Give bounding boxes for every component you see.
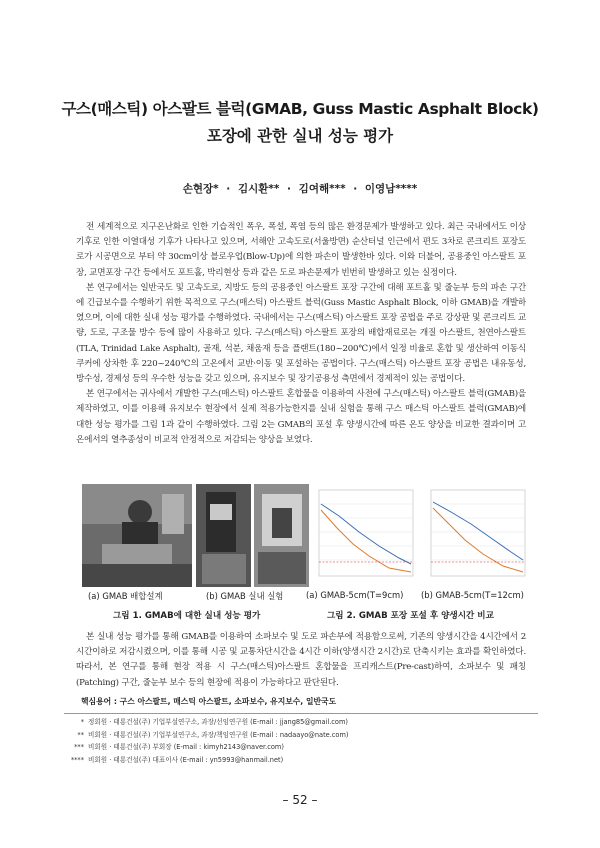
- footnote-item: [64, 716, 348, 729]
- footnote-text: 정회원 · 태룡건설(주) 기업부설연구소, 과장/선임연구원 (E-mail : jjang85@gmail.com): [88, 718, 348, 726]
- paragraph-1: 전 세계적으로 지구온난화로 인한 기습적인 폭우, 폭설, 폭염 등의 많은 환경문제가 발생하고 있다. 최근 국내에서도 이상기후로 인한 이열대성 기후가 나타나고 있으며, 서해안 고속도로(서울방면) 순산터널 인근에서 편도 3차로 콘크리트 포장도로가 시공면으로 부터 약 30cm이상 블로우업(Blow-Up)에 의한 파손이 발생한바 있다. 이와 더불어, 공용중인 아스팔트 포장, 교면포장 구간 등에서도 포트홀, 박리현상 등과 같은 도로 파손문제가 빈번히 발생하고 있는 실정이다.: [76, 222, 526, 278]
- footnote-divider: [64, 713, 538, 714]
- photo-lab-test-1-illustration: [196, 484, 251, 587]
- author-separator: ·: [353, 183, 358, 195]
- page-number: – 52 –: [282, 793, 318, 807]
- author-4: 이영남****: [364, 183, 418, 195]
- footnotes: [64, 716, 348, 766]
- graph-temp-12cm: [421, 484, 529, 587]
- photo-mix-design-illustration: [82, 484, 192, 587]
- closing-text: [76, 630, 526, 691]
- author-2: 김시환**: [237, 183, 280, 195]
- photo-lab-test-2: [254, 484, 310, 587]
- body-text: [76, 220, 526, 448]
- author-separator: ·: [226, 183, 231, 195]
- footnote-item: [64, 741, 348, 754]
- footnote-mark: *: [80, 718, 84, 726]
- figure-row: [76, 484, 526, 604]
- paragraph-4: 본 실내 성능 평가를 통해 GMAB를 이용하여 소파보수 및 도로 파손부에 적용함으로써, 기존의 양생시간을 4시간에서 2시간이하로 저감시켰으며, 이를 통해 시공 및 교통차단시간을 4시간 이하(양생시간 2시간)로 단축시키는 효과를 확인하였다. 따라서, 본 연구를 통해 현장 적용 시 구스(매스틱)아스팔트 혼합물을 프리캐스트(Pre-cast)하여, 소파보수 및 패칭(Patching) 구간, 줄눈부 보수 등의 현장에 적용이 가능하다고 판단된다.: [76, 632, 526, 688]
- paper-title-line1: 구스(매스틱) 아스팔트 블럭(GMAB, Guss Mastic Asphalt Block): [61, 100, 539, 118]
- photo-mix-design: [82, 484, 192, 587]
- graph-temp-9cm-plot: [309, 484, 417, 587]
- footnote-text: 비회원 · 태룡건설(주) 기업부설연구소, 과장/책임연구원 (E-mail : nadaayo@nate.com): [88, 730, 349, 739]
- footnote-item: [64, 729, 348, 742]
- footnote-mark: **: [77, 730, 84, 739]
- footnote-text: 비회원 · 태룡건설(주) 대표이사 (E-mail : yn5993@hanmail.net): [88, 755, 284, 764]
- footnote-mark: ****: [70, 755, 84, 764]
- paragraph-3: 본 연구에서는 귀사에서 개발한 구스(매스틱) 아스팔트 혼합물을 이용하여 사전에 구스(매스틱) 아스팔트 블럭(GMAB)을 제작하였고, 이를 이용해 유지보수 현장에서 실제 적용가능한지를 실내 실험을 통해 구스 매스틱 아스팔트 블럭(GMAB)에 대한 성능 평가를 그림 1과 같이 수행하였다. 그림 2는 GMAB의 포설 후 양생시간에 따른 온도 양상을 비교한 결과이며 고온에서의 열추종성이 비교적 안정적으로 저감되는 양상을 보였다.: [76, 389, 526, 445]
- footnote-item: [64, 754, 348, 767]
- author-1: 손현장*: [182, 183, 219, 195]
- author-3: 김여해***: [298, 183, 346, 195]
- figure-1b-caption: (b) GMAB 실내 실험: [206, 591, 284, 601]
- graph-temp-9cm: [309, 484, 417, 587]
- figure-2a-caption: (a) GMAB-5cm(T=9cm): [306, 590, 404, 600]
- footnote-mark: ***: [74, 743, 84, 752]
- graph-temp-12cm-plot: [421, 484, 529, 587]
- author-list: [0, 181, 600, 196]
- figure-2-caption: 그림 2. GMAB 포장 포설 후 양생시간 비교: [327, 611, 494, 621]
- paragraph-2: 본 연구에서는 일반국도 및 고속도로, 지방도 등의 공용중인 아스팔트 포장 구간에 대해 포트홀 및 줄눈부 등의 파손 구간에 긴급보수를 수행하기 위한 목적으로 구스(매스틱) 아스팔트 블럭(Guss Mastic Asphalt Block, 이하 GMAB)을 개발하였으며, 이에 대한 실내 성능 평가를 수행하였다. 국내에서는 구스(매스틱) 아스팔트 포장 공법을 주로 강상판 및 콘크리트 교량, 도로, 구조물 방수 등에 많이 사용하고 있다. 구스(매스틱) 아스팔트 포장의 배합재료로는 개질 아스팔트, 천연아스팔트(TLA, Trinidad Lake Asphalt), 골재, 석분, 채움재 등을 플랜트(180~200℃)에서 일정 비율로 혼합 및 생산하여 이동식 쿠커에 상차한 후 220~240℃의 고온에서 교반·이동 및 포설하는 공법이다. 구스(매스틱) 아스팔트 포장 공법은 내유동성, 방수성, 경제성 등의 우수한 성능을 갖고 있으며, 유지보수 및 장기공용성 측면에서 경제적이 있는 공법이다.: [76, 282, 526, 385]
- figure-1-caption: 그림 1. GMAB에 대한 실내 성능 평가: [113, 611, 261, 621]
- author-separator: ·: [287, 183, 292, 195]
- photo-lab-test-2-illustration: [254, 484, 310, 587]
- photo-lab-test-1: [196, 484, 251, 587]
- paper-title-line2: 포장에 관한 실내 성능 평가: [206, 127, 394, 145]
- footnote-text: 비회원 · 태룡건설(주) 부회장 (E-mail : kimyh2143@naver.com): [88, 743, 284, 752]
- figure-2b-caption: (b) GMAB-5cm(T=12cm): [421, 590, 524, 600]
- keywords: 핵심용어 : 구스 아스팔트, 매스틱 아스팔트, 소파보수, 유지보수, 일반국도: [81, 697, 337, 706]
- figure-1a-caption: (a) GMAB 배합설계: [88, 591, 163, 601]
